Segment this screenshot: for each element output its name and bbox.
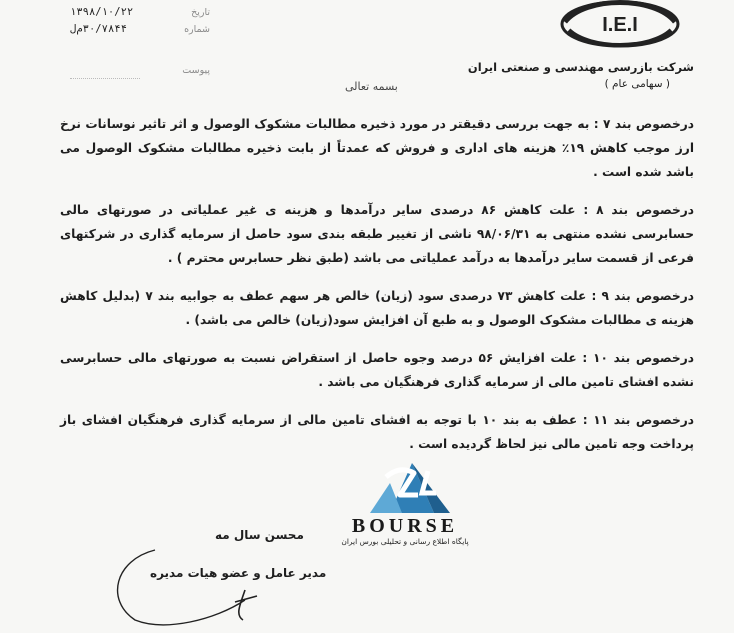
company-type: ( سهامی عام ) xyxy=(604,78,670,90)
bismillah: بسمه تعالی xyxy=(345,80,398,93)
paragraph-11: درخصوص بند ۱۱ : عطف به بند ۱۰ با توجه به افشای تامین مالی از سرمایه گذاری فرهنگیان افشای باز پرداخت وجه تامین مالی نیز لحاظ گردیده است . xyxy=(60,413,695,451)
paragraph-9: درخصوص بند ۹ : علت کاهش ۷۳ درصدی سود (زیان) خالص هر سهم عطف به جوابیه بند ۷ (بدلیل کاهش هزینه ی مطالبات مشکوک الوصول و به طبع آن افزایش سود(زیان) خالص می باشد) . xyxy=(60,289,694,327)
number-label: شماره xyxy=(184,24,210,35)
attachment-blank xyxy=(70,62,140,79)
paragraph-7: درخصوص بند ۷ : به جهت بررسی دقیقتر در مورد ذخیره مطالبات مشکوک الوصول و اثر تاثیر نوسانات نرخ ارز موجب کاهش ۱۹٪ هزینه های اداری و فروش که عمدتاً از بابت ذخیره مطالبات مشکوک الوصول می باشد شده است . xyxy=(60,117,694,179)
company-block xyxy=(468,60,694,90)
bourse-brand: BOURSE xyxy=(351,515,459,537)
letter-meta xyxy=(70,4,210,79)
number-value: ۳۰/۷۸۴۴م‌ل xyxy=(70,23,127,35)
number-row xyxy=(70,21,210,38)
paragraph-10: درخصوص بند ۱۰ : علت افزایش ۵۶ درصد وجوه حاصل از استقراض نسبت به صورتهای مالی حسابرسی نشده افشای تامین مالی از سرمایه گذاری فرهنگیان می باشد . xyxy=(60,351,694,389)
company-name: شرکت بازرسی مهندسی و صنعتی ایران xyxy=(467,60,694,74)
paragraph-8: درخصوص بند ۸ : علت کاهش ۸۶ درصدی سایر درآمدها و هزینه ی غیر عملیاتی در صورتهای مالی حسابرسی نشده منتهی به ۹۸/۰۶/۳۱ ناشی از تغییر طبقه بندی سود حاصل از سرمایه گذاری در شرکتهای فرعی از قسمت سایر درآمدها به درآمد عملیاتی می باشد (طبق نظر حسابرس محترم ) . xyxy=(60,203,695,265)
attachment-label: پیوست xyxy=(182,65,210,76)
bourse-tagline: پایگاه اطلاع رسانی و تحلیلی بورس ایران xyxy=(341,537,469,546)
signatory-name: محسن سال مه xyxy=(215,528,304,542)
date-row xyxy=(70,4,210,21)
company-logo xyxy=(545,0,695,52)
letter-body xyxy=(60,112,694,470)
signatory-title: مدیر عامل و عضو هیات مدیره xyxy=(150,566,327,580)
attachment-row xyxy=(70,62,210,79)
date-value: ۱۳۹۸/۱۰/۲۲ xyxy=(70,6,134,18)
date-label: تاریخ xyxy=(191,7,210,18)
logo-text: I.E.I xyxy=(602,14,638,36)
